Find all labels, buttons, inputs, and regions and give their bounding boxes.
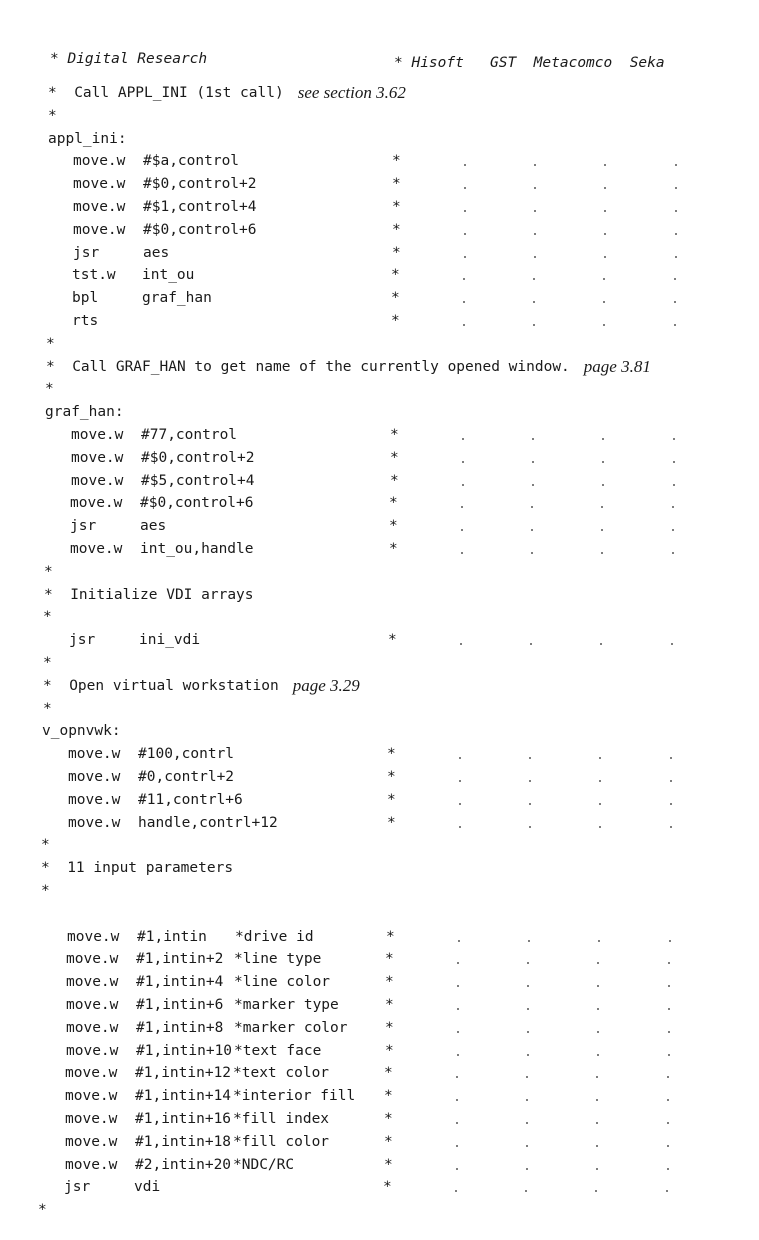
opcode: move.w [66,1043,119,1059]
tick-mark [668,1054,670,1056]
opcode: move.w [65,1134,118,1150]
tick-mark [459,803,461,805]
page-reference: page 3.29 [292,676,360,695]
tick-mark [464,164,466,166]
tick-mark [464,256,466,258]
tick-mark [463,301,465,303]
tick-mark [461,552,463,554]
tick-mark [604,187,606,189]
tick-mark [459,757,461,759]
opcode: move.w [71,450,124,466]
comment-line: * Open virtual workstation [43,678,279,694]
inline-comment: *marker type [234,997,339,1013]
column-marker: * [390,473,399,489]
page-reference: see section 3.62 [297,83,406,102]
tick-mark [459,780,461,782]
tick-mark [526,1122,528,1124]
tick-mark [529,780,531,782]
tick-mark [530,643,532,645]
opcode: move.w [67,929,120,945]
column-marker: * [385,997,394,1013]
column-marker: * [385,1020,394,1036]
header-right: * Hisoft GST Metacomco Seka [394,55,665,71]
tick-mark [670,826,672,828]
opcode: jsr [73,245,100,261]
opcode: bpl [72,290,99,306]
tick-mark [527,1054,529,1056]
tick-mark [602,438,604,440]
column-marker: * [385,951,394,967]
comment-line: * 11 input parameters [41,860,234,876]
tick-mark [670,780,672,782]
opcode: move.w [66,951,119,967]
tick-mark [456,1168,458,1170]
tick-mark [527,1031,529,1033]
header-left: * Digital Research [50,51,208,67]
opcode: move.w [73,153,126,169]
tick-mark [529,757,531,759]
tick-mark [534,210,536,212]
tick-mark [459,826,461,828]
tick-mark [457,1054,459,1056]
tick-mark [534,233,536,235]
column-marker: * [385,1043,394,1059]
code-label: graf_han: [45,404,124,420]
column-marker: * [388,632,397,648]
operand: aes [143,245,170,261]
opcode: move.w [73,199,126,215]
tick-mark [671,643,673,645]
column-marker: * [391,290,400,306]
opcode: tst.w [72,267,116,283]
operand: #1,intin+10 [136,1043,233,1059]
tick-mark [669,940,671,942]
tick-mark [527,985,529,987]
column-marker: * [391,267,400,283]
column-marker: * [392,222,401,238]
operand: #$a,control [143,153,240,169]
tick-mark [461,529,463,531]
tick-mark [456,1145,458,1147]
tick-mark [675,210,677,212]
tick-mark [602,461,604,463]
tick-mark [531,506,533,508]
tick-mark [604,256,606,258]
operand: #$5,control+4 [141,473,255,489]
comment-star: * [41,837,50,853]
column-marker: * [389,541,398,557]
operand: #1,intin+6 [136,997,224,1013]
tick-mark [675,164,677,166]
tick-mark [599,803,601,805]
operand: graf_han [142,290,212,306]
tick-mark [531,529,533,531]
operand: vdi [134,1179,161,1195]
opcode: jsr [70,518,97,534]
tick-mark [534,187,536,189]
comment-star: * [43,655,52,671]
column-marker: * [387,792,396,808]
tick-mark [528,940,530,942]
tick-mark [597,1031,599,1033]
column-marker: * [387,815,396,831]
tick-mark [675,187,677,189]
tick-mark [668,1008,670,1010]
column-marker: * [384,1134,393,1150]
inline-comment: *text face [234,1043,322,1059]
opcode: move.w [66,1020,119,1036]
operand: handle,contrl+12 [138,815,278,831]
tick-mark [595,1190,597,1192]
column-marker: * [384,1111,393,1127]
tick-mark [599,757,601,759]
tick-mark [667,1145,669,1147]
tick-mark [532,461,534,463]
tick-mark [596,1099,598,1101]
comment-star: * [48,108,57,124]
tick-mark [532,484,534,486]
opcode: move.w [68,769,121,785]
operand: ini_vdi [139,632,201,648]
column-marker: * [390,450,399,466]
opcode: move.w [70,541,123,557]
opcode: move.w [71,427,124,443]
tick-mark [456,1122,458,1124]
tick-mark [531,552,533,554]
comment-line: * Initialize VDI arrays [44,587,254,603]
tick-mark [596,1168,598,1170]
tick-mark [601,529,603,531]
tick-mark [667,1168,669,1170]
operand: #$0,control+6 [143,222,257,238]
tick-mark [601,506,603,508]
tick-mark [604,233,606,235]
tick-mark [532,438,534,440]
tick-mark [597,962,599,964]
operand: #2,intin+20 [135,1157,232,1173]
tick-mark [672,552,674,554]
column-marker: * [387,769,396,785]
tick-mark [598,940,600,942]
opcode: move.w [65,1088,118,1104]
tick-mark [463,324,465,326]
opcode: move.w [73,176,126,192]
comment-star: * [45,381,54,397]
tick-mark [675,256,677,258]
tick-mark [457,1031,459,1033]
opcode: move.w [65,1111,118,1127]
tick-mark [597,1008,599,1010]
tick-mark [529,826,531,828]
comment-line: * Call APPL_INI (1st call) [48,85,284,101]
tick-mark [457,962,459,964]
opcode: move.w [65,1065,118,1081]
tick-mark [602,484,604,486]
operand: #1,intin+16 [135,1111,232,1127]
tick-mark [464,210,466,212]
inline-comment: *line type [234,951,322,967]
tick-mark [603,301,605,303]
opcode: rts [72,313,99,329]
tick-mark [526,1145,528,1147]
opcode: move.w [71,473,124,489]
comment-star: * [38,1202,47,1218]
tick-mark [674,324,676,326]
inline-comment: *fill index [233,1111,330,1127]
tick-mark [672,529,674,531]
tick-mark [456,1099,458,1101]
tick-mark [455,1190,457,1192]
tick-mark [674,278,676,280]
comment-star: * [46,336,55,352]
tick-mark [672,506,674,508]
column-marker: * [392,176,401,192]
tick-mark [462,484,464,486]
tick-mark [456,1076,458,1078]
tick-mark [527,962,529,964]
column-marker: * [384,1088,393,1104]
tick-mark [670,803,672,805]
column-marker: * [385,974,394,990]
opcode: move.w [68,746,121,762]
operand: aes [140,518,167,534]
operand: int_ou [142,267,195,283]
tick-mark [462,461,464,463]
comment-star: * [43,701,52,717]
inline-comment: *line color [234,974,331,990]
operand: #1,intin+4 [136,974,224,990]
code-label: v_opnvwk: [42,723,121,739]
tick-mark [457,985,459,987]
operand: #100,contrl [138,746,235,762]
tick-mark [599,780,601,782]
tick-mark [527,1008,529,1010]
tick-mark [601,552,603,554]
column-marker: * [384,1157,393,1173]
operand: #1,intin+18 [135,1134,232,1150]
comment-star: * [44,564,53,580]
tick-mark [458,940,460,942]
tick-mark [667,1076,669,1078]
tick-mark [596,1145,598,1147]
code-label: appl_ini: [48,131,127,147]
column-marker: * [392,199,401,215]
inline-comment: *interior fill [233,1088,356,1104]
operand: #$0,control+2 [141,450,255,466]
column-marker: * [389,495,398,511]
comment-star: * [43,609,52,625]
comment-line: * Call GRAF_HAN to get name of the currently opened window. [46,359,570,375]
operand: #11,contrl+6 [138,792,243,808]
opcode: move.w [66,997,119,1013]
page-reference: page 3.81 [583,357,651,376]
operand: #1,intin+14 [135,1088,232,1104]
operand: #$0,control+2 [143,176,257,192]
tick-mark [668,1031,670,1033]
tick-mark [460,643,462,645]
tick-mark [464,187,466,189]
tick-mark [596,1122,598,1124]
tick-mark [667,1122,669,1124]
column-marker: * [384,1065,393,1081]
tick-mark [534,164,536,166]
tick-mark [667,1099,669,1101]
operand: #$0,control+6 [140,495,254,511]
tick-mark [596,1076,598,1078]
tick-mark [600,643,602,645]
operand: #1,intin+8 [136,1020,224,1036]
column-marker: * [390,427,399,443]
tick-mark [674,301,676,303]
tick-mark [526,1168,528,1170]
column-marker: * [386,929,395,945]
opcode: move.w [68,792,121,808]
opcode: move.w [68,815,121,831]
tick-mark [534,256,536,258]
opcode: jsr [69,632,96,648]
tick-mark [462,438,464,440]
tick-mark [599,826,601,828]
tick-mark [604,210,606,212]
opcode: move.w [70,495,123,511]
tick-mark [533,301,535,303]
operand: #$1,control+4 [143,199,257,215]
inline-comment: *fill color [233,1134,330,1150]
column-marker: * [383,1179,392,1195]
operand: #1,intin+12 [135,1065,232,1081]
tick-mark [668,985,670,987]
tick-mark [525,1190,527,1192]
inline-comment: *marker color [234,1020,348,1036]
tick-mark [463,278,465,280]
inline-comment: *NDC/RC [233,1157,295,1173]
column-marker: * [387,746,396,762]
tick-mark [673,461,675,463]
column-marker: * [392,153,401,169]
tick-mark [526,1099,528,1101]
opcode: move.w [65,1157,118,1173]
tick-mark [673,438,675,440]
tick-mark [604,164,606,166]
column-marker: * [391,313,400,329]
operand: #1,intin [137,929,207,945]
column-marker: * [392,245,401,261]
opcode: move.w [66,974,119,990]
operand: #1,intin+2 [136,951,224,967]
inline-comment: *drive id [235,929,314,945]
tick-mark [603,324,605,326]
operand: int_ou,handle [140,541,254,557]
tick-mark [529,803,531,805]
tick-mark [464,233,466,235]
tick-mark [461,506,463,508]
column-marker: * [389,518,398,534]
tick-mark [457,1008,459,1010]
tick-mark [526,1076,528,1078]
tick-mark [533,278,535,280]
inline-comment: *text color [233,1065,330,1081]
opcode: move.w [73,222,126,238]
tick-mark [597,985,599,987]
tick-mark [675,233,677,235]
operand: #0,contrl+2 [138,769,235,785]
tick-mark [666,1190,668,1192]
opcode: jsr [64,1179,91,1195]
tick-mark [603,278,605,280]
tick-mark [673,484,675,486]
tick-mark [533,324,535,326]
comment-star: * [41,883,50,899]
tick-mark [597,1054,599,1056]
operand: #77,control [141,427,238,443]
tick-mark [670,757,672,759]
tick-mark [668,962,670,964]
